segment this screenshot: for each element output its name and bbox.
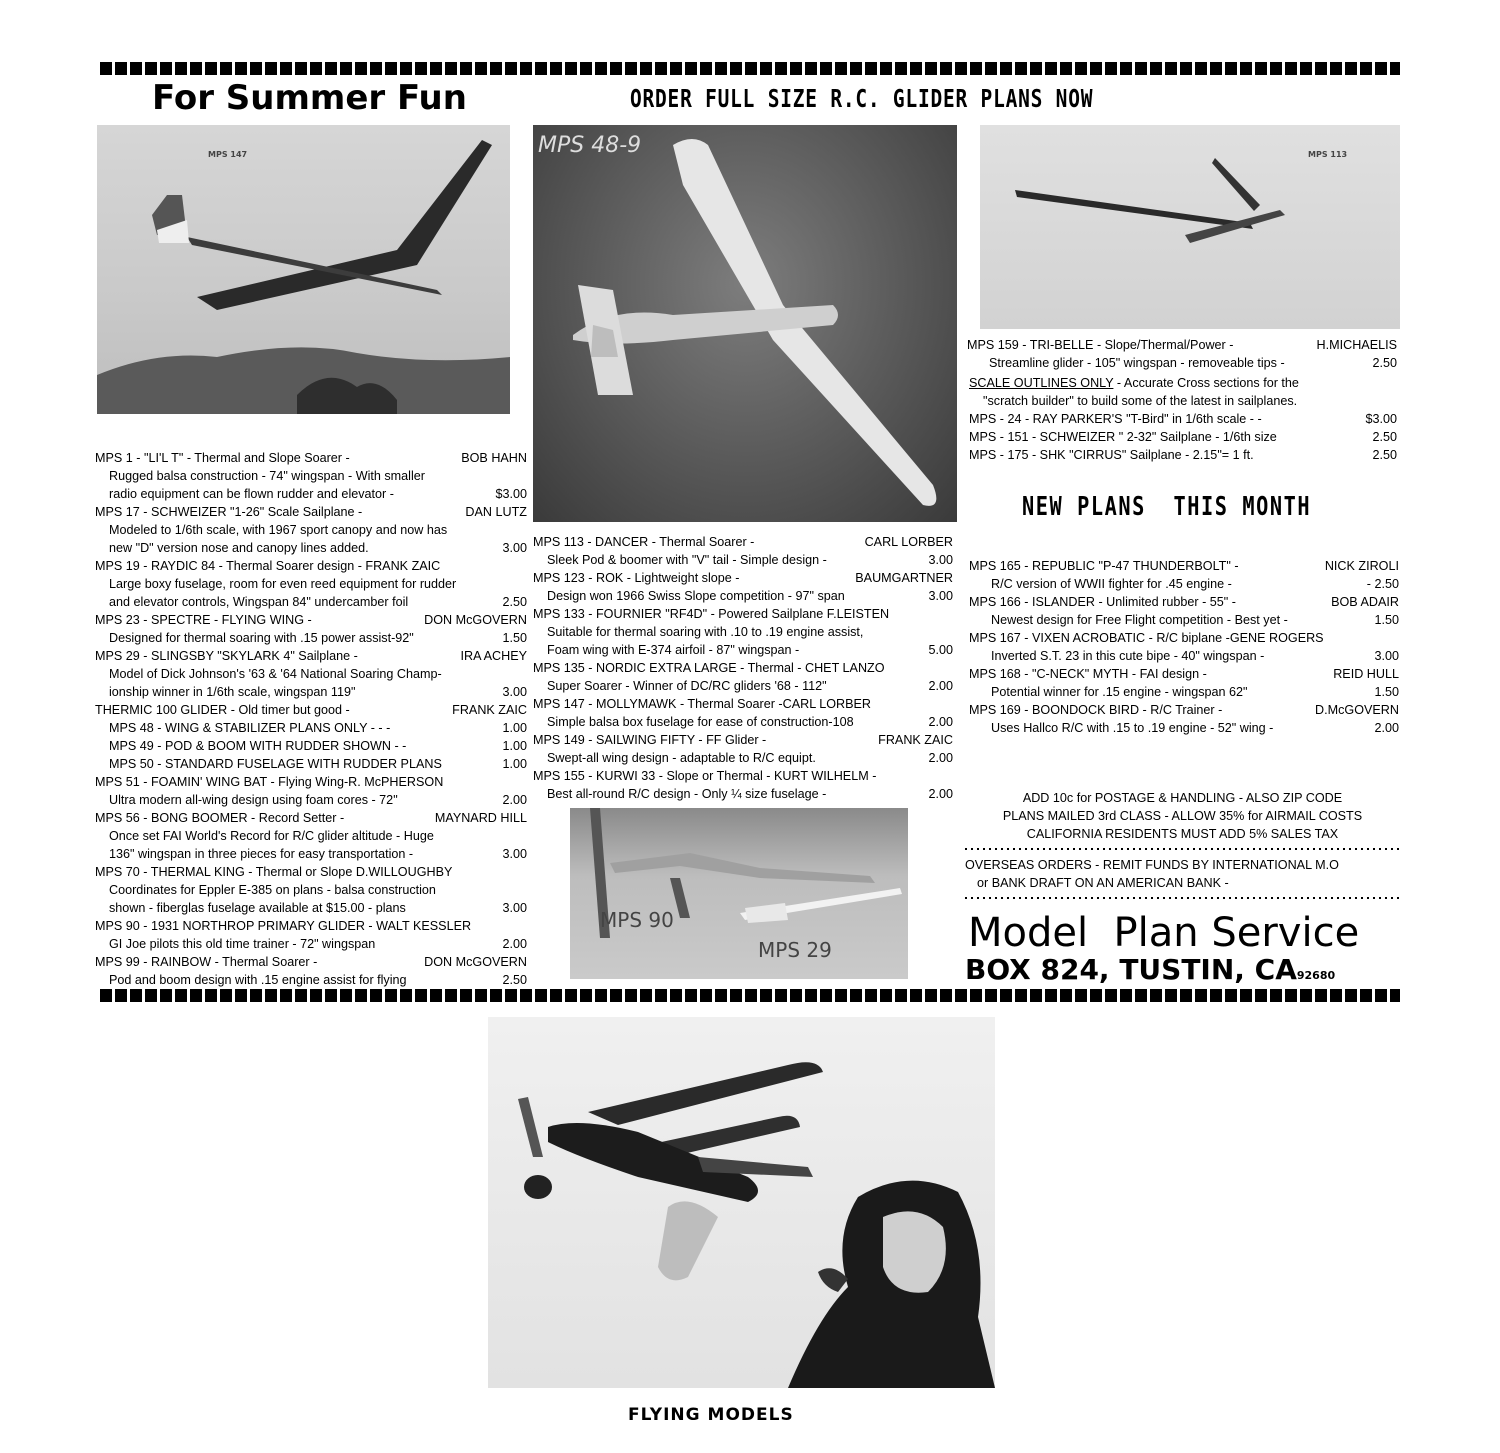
list-item-description: Swept-all wing design - adaptable to R/C equipt. [547, 751, 816, 765]
list-item-description: new "D" version nose and canopy lines added. [109, 541, 369, 555]
list-item [95, 521, 527, 539]
list-item-value: FRANK ZAIC [878, 733, 953, 747]
list-item [95, 845, 527, 863]
right-headline: ORDER FULL SIZE R.C. GLIDER PLANS NOW [630, 84, 1094, 113]
list-item-value: 1.00 [502, 757, 527, 771]
list-item-description: MPS 113 - DANCER - Thermal Soarer - [533, 535, 755, 549]
list-item [95, 953, 527, 971]
scale-outlines-line2: "scratch builder" to build some of the latest in sailplanes. [983, 394, 1298, 408]
middle-plan-list [533, 533, 953, 803]
list-item-value: 2.50 [502, 973, 527, 987]
ordering-info [965, 789, 1400, 905]
list-item-value: 2.00 [928, 787, 953, 801]
new-plans-list [969, 557, 1399, 737]
overseas-line-1: OVERSEAS ORDERS - REMIT FUNDS BY INTERNATIONAL M.O [965, 858, 1339, 872]
list-item-description: MPS 49 - POD & BOOM WITH RUDDER SHOWN - - [109, 739, 407, 753]
list-item [969, 557, 1399, 575]
company-address [965, 953, 1335, 986]
list-item-description: R/C version of WWII fighter for .45 engine - [991, 577, 1232, 591]
photo-mps-113 [980, 125, 1400, 329]
list-item [533, 677, 953, 695]
list-item [533, 551, 953, 569]
list-item [967, 336, 1397, 354]
list-item [95, 791, 527, 809]
new-plans-heading: NEW PLANS THIS MONTH [1022, 492, 1312, 522]
list-item [95, 863, 527, 881]
list-item-value: 3.00 [928, 553, 953, 567]
list-item-description: Rugged balsa construction - 74" wingspan - With smaller [109, 469, 425, 483]
list-item-value: 3.00 [502, 901, 527, 915]
list-item [533, 713, 953, 731]
scale-item [969, 428, 1397, 446]
list-item [95, 917, 527, 935]
list-item-description: and elevator controls, Wingspan 84" undercamber foil [109, 595, 409, 609]
list-item [95, 935, 527, 953]
list-item [969, 701, 1399, 719]
caption-mps-29: MPS 29 [758, 938, 832, 962]
list-item [967, 354, 1397, 372]
list-item [533, 695, 953, 713]
list-item-description: MPS 166 - ISLANDER - Unlimited rubber - 55" - [969, 595, 1236, 609]
scale-item-description: MPS - 175 - SHK "CIRRUS" Sailplane - 2.15"= 1 ft. [969, 448, 1254, 462]
list-item-description: MPS 133 - FOURNIER "RF4D" - Powered Sailplane F.LEISTEN [533, 607, 890, 621]
list-item-description: MPS 23 - SPECTRE - FLYING WING - [95, 613, 312, 627]
list-item-description: shown - fiberglas fuselage available at $15.00 - plans [109, 901, 406, 915]
photo-mps-90-29 [570, 808, 908, 979]
postage-line-3: CALIFORNIA RESIDENTS MUST ADD 5% SALES TAX [1026, 827, 1339, 841]
list-item-description: MPS 48 - WING & STABILIZER PLANS ONLY - - - [109, 721, 391, 735]
list-item [969, 629, 1399, 647]
list-item [533, 605, 953, 623]
top-border [100, 62, 1400, 75]
list-item [95, 629, 527, 647]
scale-item-price: 2.50 [1372, 430, 1397, 444]
list-item [95, 881, 527, 899]
list-item [95, 773, 527, 791]
list-item-description: Large boxy fuselage, room for even reed equipment for rudder [109, 577, 457, 591]
list-item [533, 785, 953, 803]
zip-code: 92680 [1296, 969, 1336, 982]
list-item-value: NICK ZIROLI [1324, 559, 1399, 573]
list-item-description: MPS 17 - SCHWEIZER "1-26" Scale Sailplane - [95, 505, 363, 519]
list-item-value: DON McGOVERN [424, 613, 527, 627]
list-item-description: THERMIC 100 GLIDER - Old timer but good - [95, 703, 350, 717]
list-item-value: DAN LUTZ [465, 505, 527, 519]
scale-item-price: $3.00 [1365, 412, 1397, 426]
list-item [95, 593, 527, 611]
list-item-value: 1.50 [1374, 613, 1399, 627]
list-item [95, 701, 527, 719]
list-item-value: DON McGOVERN [424, 955, 527, 969]
list-item [969, 575, 1399, 593]
list-item-description: MPS 29 - SLINGSBY "SKYLARK 4" Sailplane - [95, 649, 358, 663]
list-item-description: MPS 70 - THERMAL KING - Thermal or Slope D.WILLOUGHBY [95, 865, 453, 879]
list-item-description: GI Joe pilots this old time trainer - 72" wingspan [109, 937, 376, 951]
list-item-value: 2.00 [928, 679, 953, 693]
list-item [533, 659, 953, 677]
list-item-value: 3.00 [502, 685, 527, 699]
list-item [969, 647, 1399, 665]
list-item-description: MPS 99 - RAINBOW - Thermal Soarer - [95, 955, 318, 969]
list-item-value: 1.50 [502, 631, 527, 645]
list-item-description: Sleek Pod & boomer with "V" tail - Simple design - [547, 553, 827, 567]
caption-mps-90: MPS 90 [600, 908, 674, 932]
list-item-description: MPS 50 - STANDARD FUSELAGE WITH RUDDER PLANS [109, 757, 442, 771]
list-item-value: 3.00 [928, 589, 953, 603]
list-item-description: MPS 155 - KURWI 33 - Slope or Thermal - KURT WILHELM - [533, 769, 877, 783]
list-item [533, 587, 953, 605]
list-item [969, 665, 1399, 683]
overseas-line-2: or BANK DRAFT ON AN AMERICAN BANK - [977, 876, 1229, 890]
right-plan-list [967, 336, 1397, 372]
list-item-value: BOB HAHN [461, 451, 527, 465]
list-item [95, 611, 527, 629]
list-item-value: IRA ACHEY [460, 649, 527, 663]
postage-line-2: PLANS MAILED 3rd CLASS - ALLOW 35% for AIRMAIL COSTS [1002, 809, 1363, 823]
list-item-description: Designed for thermal soaring with .15 power assist-92" [109, 631, 414, 645]
list-item-description: MPS 169 - BOONDOCK BIRD - R/C Trainer - [969, 703, 1223, 717]
list-item-description: Potential winner for .15 engine - wingspan 62" [991, 685, 1248, 699]
scale-item-price: 2.50 [1372, 448, 1397, 462]
list-item [95, 503, 527, 521]
list-item-value: 2.00 [928, 751, 953, 765]
left-headline: For Summer Fun [152, 78, 467, 118]
list-item-description: MPS 123 - ROK - Lightweight slope - [533, 571, 740, 585]
list-item-description: MPS 19 - RAYDIC 84 - Thermal Soarer design - FRANK ZAIC [95, 559, 441, 573]
list-item-description: Super Soarer - Winner of DC/RC gliders '68 - 112" [547, 679, 827, 693]
list-item [95, 827, 527, 845]
list-item-value: CARL LORBER [864, 535, 953, 549]
scale-outlines-intro: - Accurate Cross sections for the [1113, 376, 1299, 390]
list-item-value: 3.00 [1374, 649, 1399, 663]
list-item-description: Uses Hallco R/C with .15 to .19 engine - 52" wing - [991, 721, 1274, 735]
list-item [969, 719, 1399, 737]
list-item-value: BAUMGARTNER [855, 571, 953, 585]
list-item-value: - 2.50 [1366, 577, 1399, 591]
publication-footer: FLYING MODELS [628, 1405, 794, 1425]
left-plan-list [95, 449, 527, 989]
list-item-value: 1.00 [502, 721, 527, 735]
scale-outlines-heading: SCALE OUTLINES ONLY [969, 376, 1114, 390]
list-item [95, 539, 527, 557]
list-item-value: 3.00 [502, 847, 527, 861]
list-item-value: 2.00 [1374, 721, 1399, 735]
list-item-description: Modeled to 1/6th scale, with 1967 sport canopy and now has [109, 523, 448, 537]
list-item-description: Ultra modern all-wing design using foam cores - 72" [109, 793, 398, 807]
list-item-description: Model of Dick Johnson's '63 & '64 National Soaring Champ- [109, 667, 442, 681]
list-item-description: MPS 51 - FOAMIN' WING BAT - Flying Wing-R. McPHERSON [95, 775, 444, 789]
list-item-description: Streamline glider - 105" wingspan - removeable tips - [989, 356, 1285, 370]
list-item-description: Newest design for Free Flight competition - Best yet - [991, 613, 1288, 627]
postage-line-1: ADD 10c for POSTAGE & HANDLING - ALSO ZIP CODE [1022, 791, 1343, 805]
list-item-description: radio equipment can be flown rudder and elevator - [109, 487, 394, 501]
list-item-description: MPS 135 - NORDIC EXTRA LARGE - Thermal - CHET LANZO [533, 661, 885, 675]
photo-biplane-pilot [488, 1017, 995, 1388]
list-item-value: 1.00 [502, 739, 527, 753]
list-item-description: MPS 90 - 1931 NORTHROP PRIMARY GLIDER - WALT KESSLER [95, 919, 472, 933]
list-item [95, 647, 527, 665]
caption-mps-113: MPS 113 [1308, 150, 1348, 159]
bottom-border [100, 989, 1400, 1002]
list-item-value: MAYNARD HILL [434, 811, 527, 825]
scale-item [969, 410, 1397, 428]
list-item-value: BOB ADAIR [1331, 595, 1399, 609]
list-item-value: D.McGOVERN [1315, 703, 1399, 717]
list-item [95, 737, 527, 755]
scale-outlines-section [969, 374, 1397, 464]
list-item-value: 2.50 [1372, 356, 1397, 370]
list-item [533, 533, 953, 551]
caption-mps-48-9: MPS 48-9 [538, 133, 642, 158]
list-item-value: H.MICHAELIS [1316, 338, 1397, 352]
scale-item-description: MPS - 151 - SCHWEIZER " 2-32" Sailplane - 1/6th size [969, 430, 1277, 444]
address-text: BOX 824, TUSTIN, CA [965, 953, 1297, 986]
dotted-divider-2 [965, 897, 1400, 899]
list-item-description: Once set FAI World's Record for R/C glider altitude - Huge [109, 829, 434, 843]
list-item-description: MPS 56 - BONG BOOMER - Record Setter - [95, 811, 345, 825]
scale-item-description: MPS - 24 - RAY PARKER'S "T-Bird" in 1/6th scale - - [969, 412, 1262, 426]
list-item [533, 623, 953, 641]
list-item [533, 749, 953, 767]
list-item-value: 2.50 [502, 595, 527, 609]
list-item-value: $3.00 [495, 487, 527, 501]
list-item [533, 569, 953, 587]
list-item-value: 2.00 [928, 715, 953, 729]
list-item-description: Foam wing with E-374 airfoil - 87" wingspan - [547, 643, 800, 657]
scale-item [969, 446, 1397, 464]
list-item-description: MPS 165 - REPUBLIC "P-47 THUNDERBOLT" - [969, 559, 1239, 573]
photo-mps-147 [97, 125, 510, 414]
list-item-description: Design won 1966 Swiss Slope competition - 97" span [547, 589, 845, 603]
list-item [95, 809, 527, 827]
photo-mps-48-9 [533, 125, 957, 522]
list-item-description: MPS 149 - SAILWING FIFTY - FF Glider - [533, 733, 767, 747]
list-item [533, 767, 953, 785]
list-item-description: MPS 159 - TRI-BELLE - Slope/Thermal/Power - [967, 338, 1234, 352]
list-item-description: MPS 168 - "C-NECK" MYTH - FAI design - [969, 667, 1207, 681]
list-item [95, 485, 527, 503]
list-item [969, 683, 1399, 701]
list-item [533, 731, 953, 749]
list-item [533, 641, 953, 659]
list-item-description: ionship winner in 1/6th scale, wingspan 119" [109, 685, 356, 699]
list-item-value: 2.00 [502, 937, 527, 951]
list-item-description: MPS 147 - MOLLYMAWK - Thermal Soarer -CARL LORBER [533, 697, 872, 711]
list-item [95, 467, 527, 485]
caption-mps-147: MPS 147 [208, 150, 248, 159]
list-item [95, 719, 527, 737]
list-item-value: 3.00 [502, 541, 527, 555]
list-item [969, 593, 1399, 611]
list-item [95, 971, 527, 989]
list-item [969, 611, 1399, 629]
list-item-description: MPS 1 - "LI'L T" - Thermal and Slope Soarer - [95, 451, 350, 465]
list-item [95, 665, 527, 683]
list-item-description: Suitable for thermal soaring with .10 to .19 engine assist, [547, 625, 864, 639]
list-item-value: 1.50 [1374, 685, 1399, 699]
list-item-description: Coordinates for Eppler E-385 on plans - balsa construction [109, 883, 436, 897]
list-item-description: 136" wingspan in three pieces for easy transportation - [109, 847, 414, 861]
list-item [95, 449, 527, 467]
list-item [95, 899, 527, 917]
list-item-description: Best all-round R/C design - Only ¼ size fuselage - [547, 787, 827, 801]
list-item [95, 575, 527, 593]
dotted-divider-1 [965, 848, 1400, 850]
list-item [95, 683, 527, 701]
list-item-description: MPS 167 - VIXEN ACROBATIC - R/C biplane -GENE ROGERS [969, 631, 1324, 645]
list-item-description: Inverted S.T. 23 in this cute bipe - 40" wingspan - [991, 649, 1265, 663]
list-item [95, 557, 527, 575]
list-item-description: Simple balsa box fuselage for ease of construction-108 [547, 715, 854, 729]
list-item-value: 5.00 [928, 643, 953, 657]
list-item-description: Pod and boom design with .15 engine assist for flying [109, 973, 407, 987]
list-item-value: REID HULL [1333, 667, 1399, 681]
list-item-value: 2.00 [502, 793, 527, 807]
list-item [95, 755, 527, 773]
list-item-value: FRANK ZAIC [452, 703, 527, 717]
company-name: Model Plan Service [968, 910, 1360, 956]
